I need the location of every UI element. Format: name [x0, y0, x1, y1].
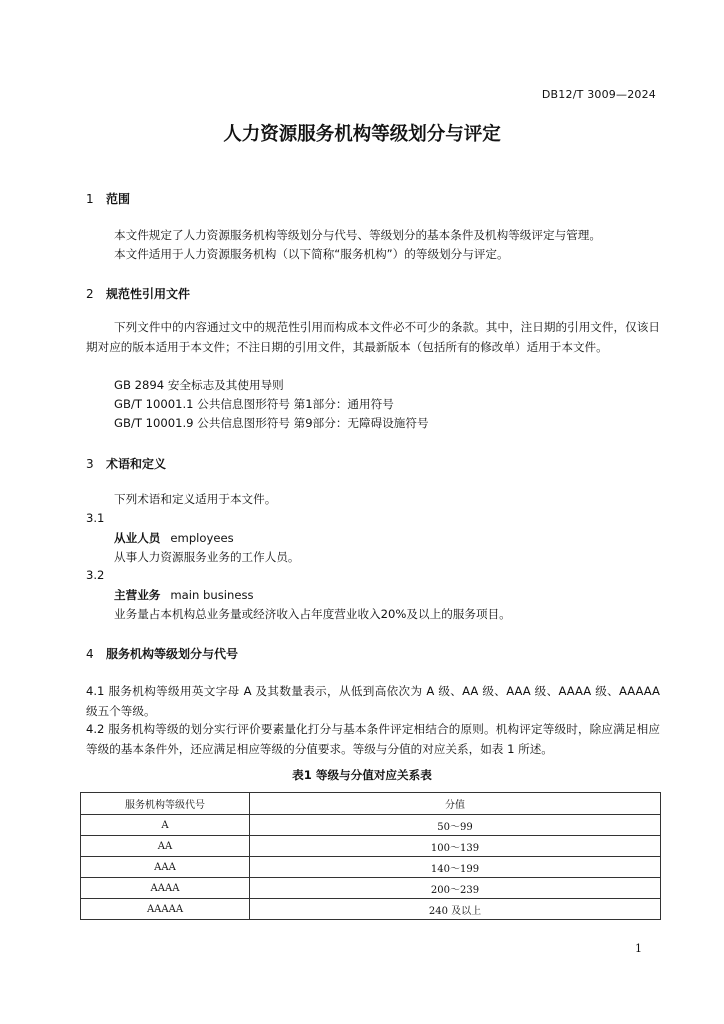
table-row: [81, 857, 661, 878]
reference-item: GB/T 10001.1 公共信息图形符号 第1部分：通用符号: [114, 397, 394, 411]
section-number: 4: [86, 647, 94, 661]
term-definition: 从事人力资源服务业务的工作人员。: [114, 550, 300, 564]
section-title: 服务机构等级划分与代号: [106, 647, 239, 661]
terms-intro: 下列术语和定义适用于本文件。: [114, 492, 277, 506]
section-title: 术语和定义: [106, 457, 167, 471]
term-zh: 从业人员: [114, 531, 161, 545]
document-code: DB12/T 3009—2024: [541, 88, 656, 101]
grade-cell: A: [81, 815, 250, 836]
table-row: [81, 899, 661, 920]
table-header-row: [81, 793, 661, 815]
grade-cell: AAAAA: [81, 899, 250, 920]
table-header-cell: 服务机构等级代号: [81, 793, 250, 815]
term-en: employees: [170, 531, 234, 545]
section-3-heading: [86, 455, 166, 472]
term-definition: 业务量占本机构总业务量或经济收入占年度营业收入20%及以上的服务项目。: [114, 607, 511, 621]
term-en: main business: [170, 588, 254, 602]
grade-cell: AAAA: [81, 878, 250, 899]
grade-cell: AAA: [81, 857, 250, 878]
section-number: 2: [86, 287, 94, 301]
normative-references-intro: [86, 318, 660, 357]
section-2-heading: [86, 285, 190, 302]
scope-paragraph-2: 本文件适用于人力资源服务机构（以下简称“服务机构”）的等级划分与评定。: [114, 247, 509, 261]
term-zh: 主营业务: [114, 588, 161, 602]
clause-4-2: 4.2 服务机构等级的划分实行评价要素量化打分与基本条件评定相结合的原则。机构评定等级时，除应满足相应等级的基本条件外，还应满足相应等级的分值要求。等级与分值的对应关系，如表 1 所述。: [86, 722, 660, 756]
section-number: 3: [86, 457, 94, 471]
score-cell: 100～139: [250, 836, 661, 857]
section-1-heading: [86, 190, 130, 207]
reference-item: GB 2894 安全标志及其使用导则: [114, 378, 284, 392]
score-cell: 200～239: [250, 878, 661, 899]
score-cell: 140～199: [250, 857, 661, 878]
page-number: 1: [635, 942, 642, 955]
reference-item: GB/T 10001.9 公共信息图形符号 第9部分：无障碍设施符号: [114, 416, 429, 430]
section-title: 范围: [106, 192, 131, 206]
term-number: 3.1: [86, 511, 105, 525]
grade-score-table: [80, 792, 661, 920]
term-entry: [114, 587, 254, 603]
scope-paragraph-1: 本文件规定了人力资源服务机构等级划分与代号、等级划分的基本条件及机构等级评定与管理。: [114, 228, 601, 242]
intro-text: 下列文件中的内容通过文中的规范性引用而构成本文件必不可少的条款。其中，注日期的引用文件，仅该日期对应的版本适用于本文件；不注日期的引用文件，其最新版本（包括所有的修改单）适用于本文件。: [86, 320, 660, 354]
table-row: [81, 815, 661, 836]
table-header-cell: 分值: [250, 793, 661, 815]
section-number: 1: [86, 192, 94, 206]
grade-cell: AA: [81, 836, 250, 857]
document-title: 人力资源服务机构等级划分与评定: [223, 124, 501, 145]
score-cell: 240 及以上: [250, 899, 661, 920]
table-row: [81, 878, 661, 899]
section-4-heading: [86, 645, 238, 662]
clause-4-1: 4.1 服务机构等级用英文字母 A 及其数量表示，从低到高依次为 A 级、AA 级、AAA 级、AAAA 级、AAAAA 级五个等级。: [86, 684, 660, 718]
score-cell: 50～99: [250, 815, 661, 836]
section-title: 规范性引用文件: [106, 287, 191, 301]
term-entry: [114, 530, 234, 546]
term-number: 3.2: [86, 568, 105, 582]
table-row: [81, 836, 661, 857]
table-caption: 表1 等级与分值对应关系表: [292, 768, 432, 782]
